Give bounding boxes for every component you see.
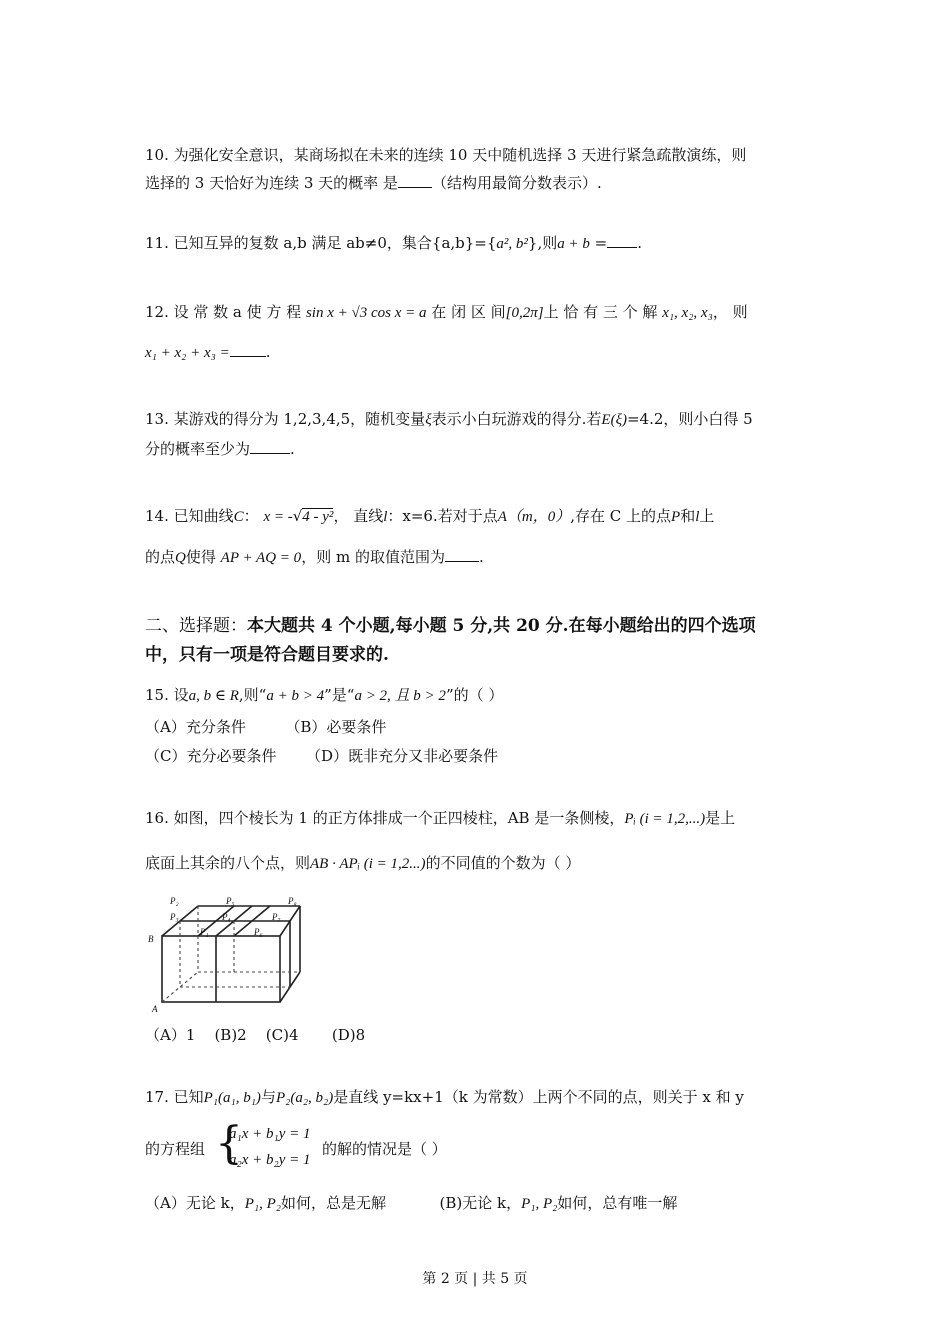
sqrt-icon: √ <box>292 507 303 525</box>
q15-option-d: （D）既非充分又非必要条件 <box>306 747 499 765</box>
q15-text-2: ,则“ <box>238 686 267 704</box>
q12-line2 <box>145 342 810 363</box>
label-p5: P₅ <box>226 896 235 906</box>
q12-sum-expr: x₁ + x₂ + x₃ = <box>145 345 230 361</box>
q14-line2 <box>145 547 810 568</box>
q16-options-text: （A）1 (B)2 (C)4 (D)8 <box>145 1026 366 1044</box>
section2-heading-line1 <box>145 614 810 638</box>
q17-eq1: a₁x + b₁y = 1 <box>229 1126 311 1142</box>
q14-end: . <box>478 548 484 566</box>
q17-line1 <box>145 1087 810 1108</box>
q16-text-4: 的不同值的个数为（ ） <box>425 854 581 872</box>
q14-text-3: ：x=6.若对于点 <box>387 507 498 525</box>
q17-text-1: 17. 已知 <box>145 1088 204 1106</box>
q17-text-3: 是直线 y=kx+1（k 为常数）上两个不同的点，则关于 x 和 y <box>333 1088 744 1106</box>
q15-cond2: a > 2, 且 b > 2 <box>354 688 446 704</box>
q16-text-2: 是上 <box>705 809 736 827</box>
label-p3: P₃ <box>170 912 179 922</box>
q14-colon: ： <box>243 507 259 525</box>
answer-blank <box>398 173 432 188</box>
label-p4: P₄ <box>222 912 231 922</box>
q16-dot-expr: AB · APᵢ (i = 1,2...) <box>310 856 426 872</box>
q14-line-l: l <box>383 509 388 525</box>
q10-line2 <box>145 173 810 193</box>
q16-line1 <box>145 808 810 829</box>
q14-curve-eq-a: x = - <box>263 509 293 525</box>
q16-line2 <box>145 853 810 874</box>
q11-eq: = <box>589 234 608 252</box>
q14-point-p: P <box>671 509 681 525</box>
q15-options-row2 <box>145 746 810 766</box>
q17-option-b-2: 如何，总有唯一解 <box>557 1194 678 1212</box>
answer-blank <box>445 547 479 562</box>
q17-option-a-pts: P₁, P₂ <box>244 1196 281 1212</box>
q12-roots: x₁, x₂, x₃ <box>662 305 713 321</box>
q11-set: a², b² <box>496 236 528 252</box>
q13-text-1: 13. 某游戏的得分为 1,2,3,4,5，随机变量 <box>145 410 426 428</box>
q15-option-b: （B）必要条件 <box>285 718 387 736</box>
q13-text-3: =4.2，则小白得 5 <box>626 410 753 428</box>
q16-options <box>145 1025 810 1045</box>
prism-figure <box>142 892 312 1014</box>
section2-instruction-2: 中，只有一项是符合题目要求的. <box>145 645 389 665</box>
q14-curve-eq-b: 4 - y² <box>302 509 334 525</box>
label-p1: P₁ <box>200 927 209 937</box>
label-p2: P₂ <box>170 896 179 906</box>
q14-text-5: 和 <box>680 507 696 525</box>
q15-stem <box>145 685 810 706</box>
q14-line-l-2: l <box>695 509 700 525</box>
q16-text-3: 底面上其余的八个点，则 <box>145 854 311 872</box>
section2-instruction-1: 本大题共 4 个小题,每小题 5 分,共 20 分.在每小题给出的四个选项 <box>247 616 756 636</box>
q15-vars: a, b ∈ R <box>188 688 239 704</box>
q14-point-a: A（m，0） <box>497 509 571 525</box>
left-brace-icon: { <box>215 1118 243 1169</box>
q14-text-1: 14. 已知曲线 <box>145 507 234 525</box>
q17-p2: P₂(a₂, b₂) <box>275 1090 334 1106</box>
q14-line1 <box>145 506 810 527</box>
q17-line2-tail <box>322 1139 722 1159</box>
q14-text-4: ,存在 C 上的点 <box>570 507 672 525</box>
q14-text-7: 的点 <box>145 548 176 566</box>
q10-text-3: （结构用最简分数表示）. <box>431 174 602 192</box>
q13-line1 <box>145 409 810 430</box>
q13-expectation: E(ξ) <box>601 412 627 428</box>
q15-text-4: ”的（ ） <box>445 686 504 704</box>
q17-option-b-1: (B)无论 k， <box>439 1194 522 1212</box>
q12-text-4: ， 则 <box>712 303 748 321</box>
q11-prefix: 11. 已知互异的复数 a,b 满足 ab≠0，集合{a,b}={ <box>145 234 497 252</box>
q17-p1: P₁(a₁, b₁) <box>203 1090 261 1106</box>
q13-end: . <box>290 440 295 458</box>
q10-text-2: 选择的 3 天恰好为连续 3 天的概率 是 <box>145 174 398 192</box>
q10-text-1: 10. 为强化安全意识，某商场拟在未来的连续 10 天中随机选择 3 天进行紧急疏散演练，则 <box>145 146 747 164</box>
section2-heading-line2 <box>145 643 810 667</box>
q15-option-c: （C）充分必要条件 <box>145 747 277 765</box>
q12-end: . <box>265 343 271 361</box>
q13-text-4: 分的概率至少为 <box>145 440 251 458</box>
q14-text-6: 上 <box>699 507 715 525</box>
q15-cond1: a + b > 4 <box>266 688 325 704</box>
q15-option-a: （A）充分条件 <box>145 718 246 736</box>
page-footer: 第 2 页 | 共 5 页 <box>422 1271 528 1287</box>
q16-text-1: 16. 如图，四个棱长为 1 的正方体排成一个正四棱柱，AB 是一条侧棱， <box>145 809 625 827</box>
q16-pi-expr: Pᵢ (i = 1,2,...) <box>624 811 706 827</box>
q13-line2 <box>145 439 810 459</box>
q15-text-3: ”是“ <box>324 686 355 704</box>
equation-system <box>215 1118 325 1174</box>
q11-mid: },则 <box>527 234 558 252</box>
q12-text-3: 上 恰 有 三 个 解 <box>543 303 658 321</box>
q14-vector-eq: AP + AQ = 0 <box>220 550 302 566</box>
q17-text-2: 与 <box>260 1088 276 1106</box>
q14-text-2: ， 直线 <box>333 507 384 525</box>
q17-eq2: a₂x + b₂y = 1 <box>229 1152 311 1168</box>
q12-line1 <box>145 302 810 323</box>
answer-blank <box>607 233 637 248</box>
q12-text-2: 在 闭 区 间 <box>431 303 506 321</box>
label-p7: P₇ <box>272 912 281 922</box>
q17-option-a-1: （A）无论 k， <box>145 1194 245 1212</box>
q17-options-row1 <box>145 1193 810 1214</box>
q10-line1 <box>145 145 810 165</box>
q13-text-2: 表示小白玩游戏的得分.若 <box>431 410 602 428</box>
q14-text-8: 使得 <box>185 548 216 566</box>
q17-text-5: 的解的情况是（ ） <box>322 1140 447 1158</box>
q17-option-a-2: 如何，总是无解 <box>280 1194 386 1212</box>
q12-text-1: 12. 设 常 数 a 使 方 程 <box>145 303 302 321</box>
q15-text-1: 15. 设 <box>145 686 189 704</box>
q11-expr: a + b <box>557 236 590 252</box>
q14-text-9: ，则 m 的取值范围为 <box>301 548 445 566</box>
label-a: A <box>152 1004 158 1014</box>
q14-curve-name: C <box>233 509 244 525</box>
q17-text-4: 的方程组 <box>145 1140 206 1158</box>
q12-interval: [0,2π] <box>505 305 544 321</box>
label-p8: P₈ <box>288 896 297 906</box>
q12-equation: sin x + √3 cos x = a <box>305 305 427 321</box>
q15-options-row1 <box>145 717 810 737</box>
label-b: B <box>148 934 154 944</box>
q11-line <box>145 233 810 254</box>
answer-blank <box>250 439 290 454</box>
answer-blank <box>230 342 266 357</box>
label-p6: P₆ <box>254 927 263 937</box>
section2-title: 二、选择题： <box>145 616 247 636</box>
q17-option-b-pts: P₁, P₂ <box>521 1196 558 1212</box>
q14-point-q: Q <box>175 550 186 566</box>
q11-end: . <box>637 234 642 252</box>
q13-xi: ξ <box>425 412 432 428</box>
